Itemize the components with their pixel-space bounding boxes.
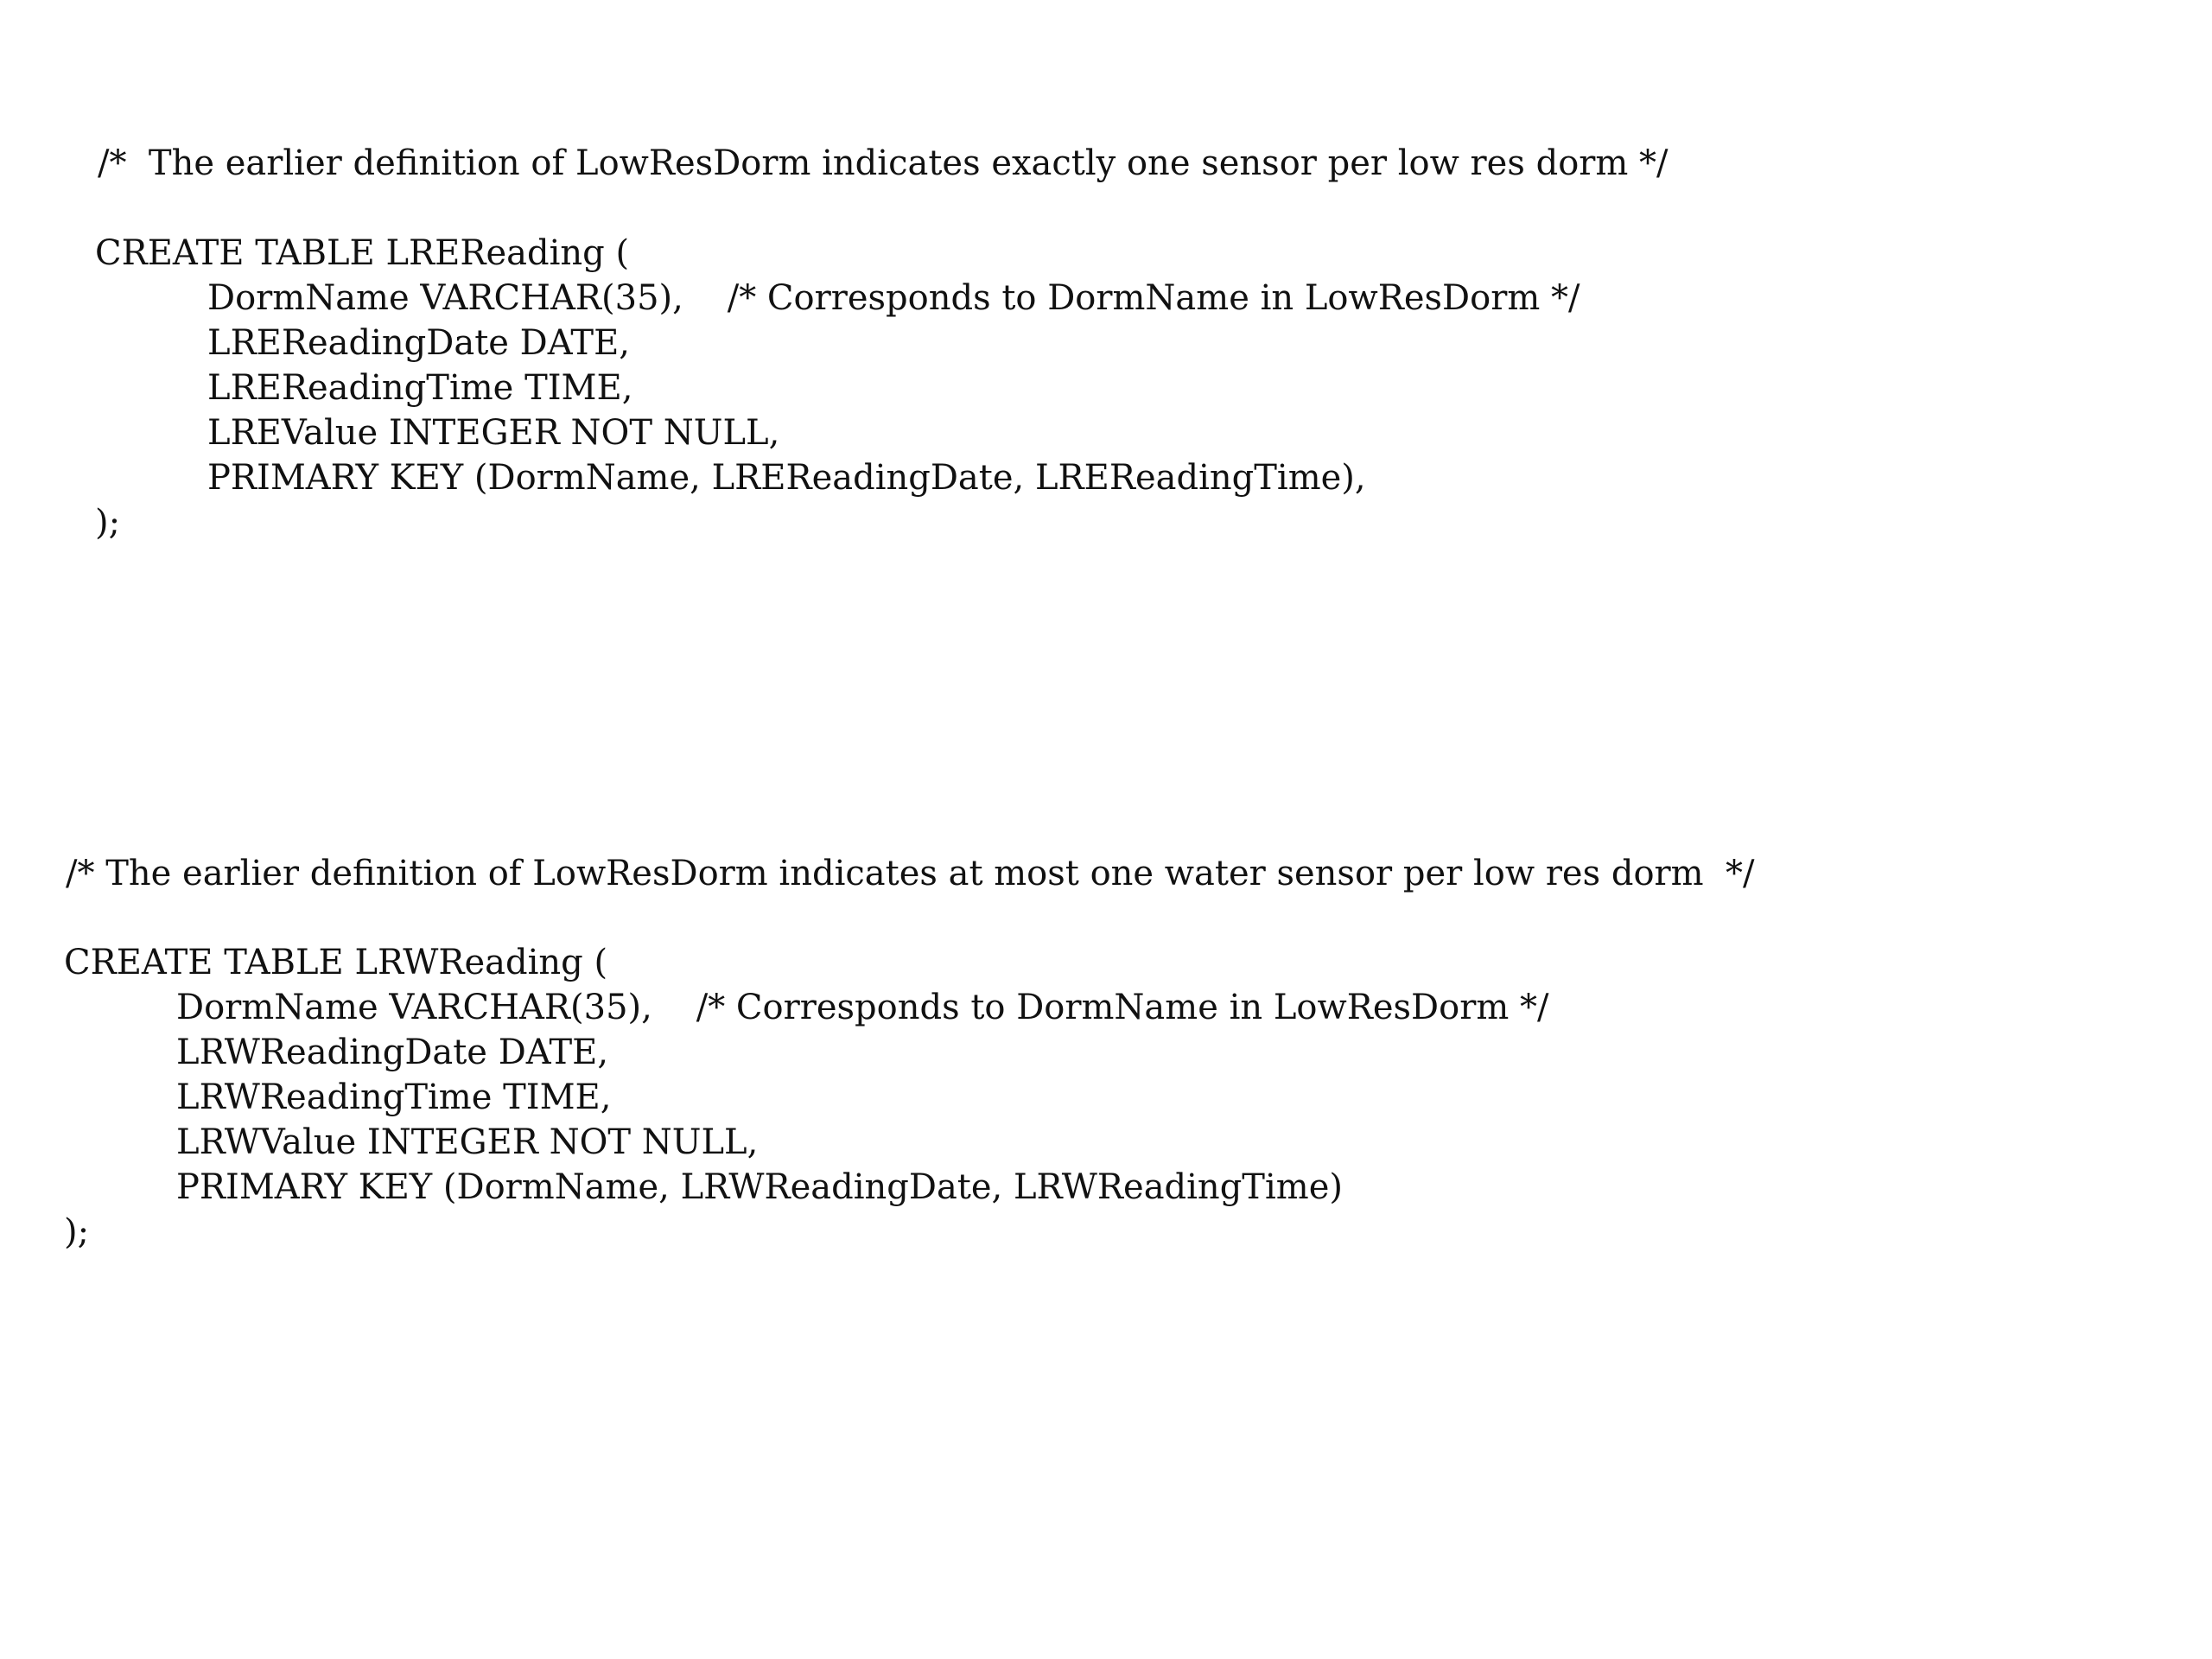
comment-line: /* The earlier definition of LowResDorm indicates exactly one sensor per low res dorm */: [98, 143, 1669, 183]
column-line: LRWValue INTEGER NOT NULL,: [176, 1122, 759, 1162]
column-line: LREReadingTime TIME,: [207, 368, 633, 408]
create-table-line: CREATE TABLE LRWReading (: [64, 943, 608, 982]
column-line: DormName VARCHAR(35), /* Corresponds to DormName in LowResDorm */: [176, 988, 1549, 1027]
comment-line: /* The earlier definition of LowResDorm indicates at most one water sensor per low res dorm */: [66, 854, 1755, 893]
column-line: LREValue INTEGER NOT NULL,: [207, 413, 780, 453]
closing-line: );: [64, 1212, 90, 1252]
column-line: LREReadingDate DATE,: [207, 323, 631, 363]
primary-key-line: PRIMARY KEY (DormName, LREReadingDate, LREReadingTime),: [207, 458, 1366, 498]
column-line: DormName VARCHAR(35), /* Corresponds to DormName in LowResDorm */: [207, 278, 1580, 318]
column-line: LRWReadingDate DATE,: [176, 1033, 609, 1072]
primary-key-line: PRIMARY KEY (DormName, LRWReadingDate, LRWReadingTime): [176, 1167, 1343, 1207]
column-line: LRWReadingTime TIME,: [176, 1077, 612, 1117]
create-table-line: CREATE TABLE LREReading (: [95, 233, 630, 273]
closing-line: );: [95, 503, 121, 543]
